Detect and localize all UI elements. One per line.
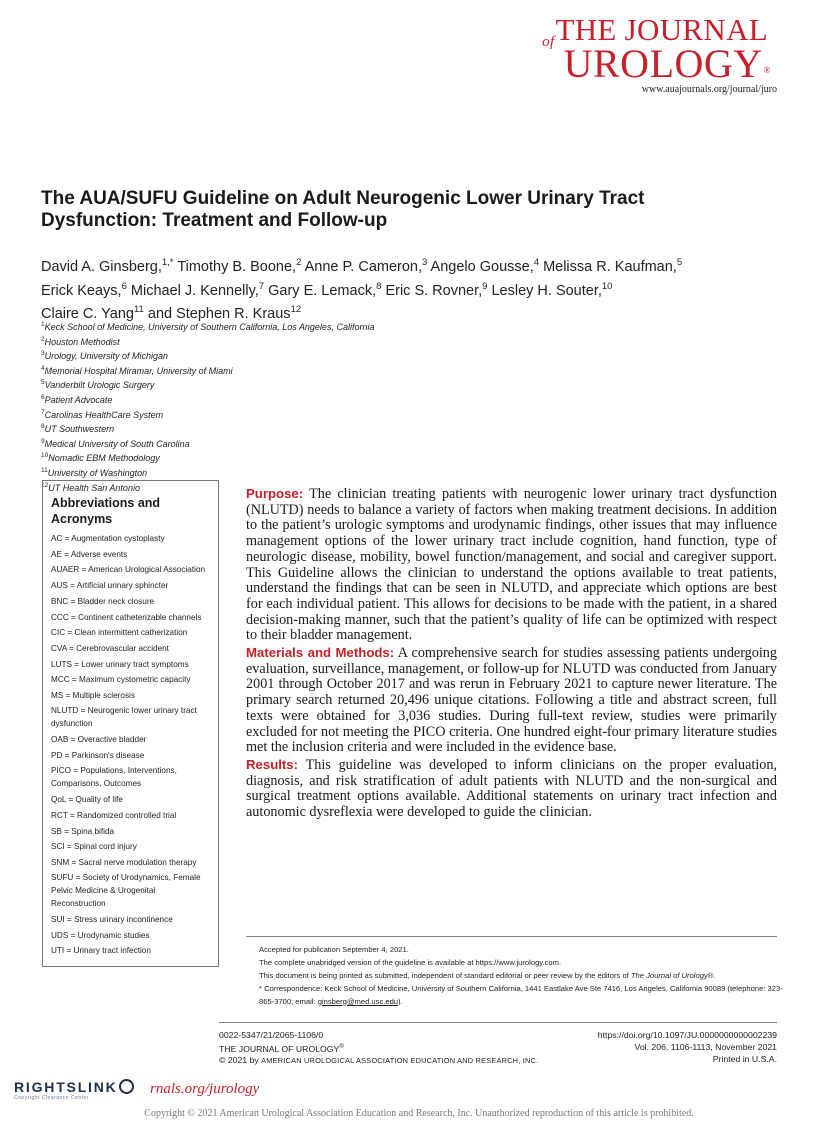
author: Lesley H. Souter,$^{10}$ [491, 280, 613, 299]
author: and Stephen R. Kraus$^{12}$ [147, 304, 302, 323]
affiliation: $^9$Medical University of South Carolina [41, 437, 190, 449]
author: Anne P. Cameron,$^3$ [304, 257, 428, 275]
journal-logo-main-text: UROLOGY [563, 41, 763, 86]
affiliation: $^3$Urology, University of Michigan [41, 350, 169, 362]
purpose-text: The clinician treating patients with neurogenic lower urinary tract dysfunction (NLUTD) needs to balance a variety of factors when making treatment decisions. In addition to the patient’s urologic symptoms and urodynamic findings, other issues that may influence management options of the lower urinary tract include cognition, hand function, type of neurologic disease, mobility, bowel function/management, and social and caregiver support. This Guideline allows the clinician to understand the options available to treat patients, understand the findings that can be seen in NLUTD, and appreciate which options are best for each individual patient. This allows for decisions to be made with the patient, in a shared decision-making manner, such that the patient’s quality of life can be optimized with respect to their bladder management. [246, 486, 777, 644]
journal-logo-main [563, 41, 771, 86]
journal-url[interactable]: www.auajournals.org/journal/juro [641, 84, 777, 95]
footnote-divider [246, 936, 777, 937]
article-title: The AUA/SUFU Guideline on Adult Neurogenic Lower Urinary Tract Dysfunction: Treatment and Follow-up [41, 188, 645, 231]
affiliation: $^{10}$Nomadic EBM Methodology [41, 452, 160, 464]
abbreviations-heading: Abbreviations and Acronyms [51, 496, 161, 526]
affiliation-list [41, 319, 541, 494]
footnote-complete-version: The complete unabridged version of the guideline is available at https://www.jurology.com. [259, 957, 562, 967]
publisher-copyright: © 2021 by AMERICAN UROLOGICAL ASSOCIATION EDUCATION AND RESEARCH, INC. [219, 1055, 539, 1066]
abbreviation-item: AUS = Artificial urinary sphincter [51, 581, 169, 591]
abbreviation-item: SB = Spina bifida [51, 826, 115, 836]
abstract-methods [246, 645, 777, 756]
abbreviation-item: AUAER = American Urological Association [51, 565, 206, 575]
journal-name: THE JOURNAL OF UROLOGY® [219, 1043, 344, 1054]
affiliation: $^{12}$UT Health San Antonio [41, 481, 140, 493]
abbreviation-item: SCI = Spinal cord injury [51, 842, 137, 852]
abbreviation-item: SNM = Sacral nerve modulation therapy [51, 858, 197, 868]
abbreviation-item: AE = Adverse events [51, 549, 128, 559]
abbreviation-item: NLUTD = Neurogenic lower urinary tract dysfunction [51, 705, 197, 729]
author: Eric S. Rovner,$^9$ [385, 280, 488, 299]
abbreviation-item: CCC = Continent catheterizable channels [51, 612, 202, 622]
author: Timothy B. Boone,$^2$ [177, 257, 302, 275]
author: Angelo Gousse,$^4$ [430, 257, 540, 275]
footnote-printed: This document is being printed as submitted, independent of standard editorial or peer review by the editors of The Journal of Urology®. [259, 970, 716, 980]
abbreviation-item: RCT = Randomized controlled trial [51, 811, 177, 821]
rightslink-circle-icon [119, 1079, 134, 1094]
rightslink-label: RIGHTSLINK [14, 1079, 118, 1095]
abstract-purpose [246, 486, 777, 644]
results-text: This guideline was developed to inform clinicians on the proper evaluation, diagnosis, and risk stratification of adult patients with NLUTD and the non-surgical and surgical treatment options available. Additional statements on urinary tract infection and autonomic dysreflexia were developed to guide the clinician. [246, 756, 777, 821]
journal-logo-reg: ® [763, 65, 771, 75]
publication-divider [219, 1022, 777, 1023]
journals-link[interactable]: rnals.org/jurology [150, 1081, 260, 1097]
footnote-accepted: Accepted for publication September 4, 2021. [259, 945, 409, 954]
footnotes [246, 944, 786, 1009]
abbreviation-item: CIC = Clean intermittent catherization [51, 628, 188, 638]
abbreviation-item: UDS = Urodynamic studies [51, 930, 150, 940]
abstract-results [246, 757, 777, 821]
affiliation: $^5$Vanderbilt Urologic Surgery [41, 379, 155, 391]
affiliation: $^2$Houston Methodist [41, 335, 120, 347]
issn: 0022-5347/21/2065-1106/0 [219, 1030, 324, 1040]
abbreviation-item: OAB = Overactive bladder [51, 735, 147, 745]
abbreviations-box [42, 480, 219, 967]
affiliation: $^6$Patient Advocate [41, 393, 113, 405]
correspondence-email-link[interactable]: ginsberg@med.usc.edu [317, 996, 399, 1006]
affiliation: $^8$UT Southwestern [41, 423, 115, 435]
printed-in: Printed in U.S.A. [712, 1053, 777, 1064]
methods-text: A comprehensive search for studies assessing patients undergoing evaluation, surveillance, management, or follow-up for NLUTD was conducted from January 2001 through October 2017 and was rerun in February 2021 to capture newer literature. The primary search returned 20,496 unique citations. Following a title and abstract screen, full texts were obtained for 3,036 studies. During full-text review, studies were primarily excluded for not meeting the PICO criteria. One hundred eight-four primary literature studies met the inclusion criteria and were included in the evidence base. [246, 645, 777, 756]
abbreviation-item: AC = Augmentation cystoplasty [51, 534, 165, 543]
affiliation: $^7$Carolinas HealthCare System [41, 408, 164, 420]
journal-logo-top-text: THE JOURNAL [555, 12, 768, 47]
abbreviation-item: CVA = Cerebrovascular accident [51, 643, 169, 653]
rightslink-logo[interactable] [14, 1079, 134, 1095]
author: Michael J. Kennelly,$^7$ [130, 280, 265, 299]
affiliation: $^1$Keck School of Medicine, University of Southern California, Los Angeles, California [41, 321, 375, 332]
abstract [246, 486, 777, 822]
abbreviation-item: LUTS = Lower urinary tract symptoms [51, 659, 189, 669]
affiliation: $^4$Memorial Hospital Miramar, University of Miami [41, 364, 233, 376]
author: Erick Keays,$^6$ [41, 280, 127, 299]
results-label: Results: [246, 756, 299, 772]
volume-info: Vol. 206, 1106-1113, November 2021 [634, 1041, 777, 1052]
publication-info-right [598, 1030, 777, 1065]
doi-link[interactable]: https://doi.org/10.1097/JU.0000000000002239 [597, 1030, 777, 1040]
journal-logo-of: of [542, 34, 555, 50]
author: Gary E. Lemack,$^8$ [268, 280, 382, 299]
affiliation: $^{11}$University of Washington [41, 466, 148, 478]
author-list [41, 253, 801, 324]
author: David A. Ginsberg,$^{1,*}$ [41, 257, 174, 275]
abbreviation-item: PICO = Populations, Interventions, Comparisons, Outcomes [51, 765, 177, 789]
abbreviation-item: MCC = Maximum cystometric capacity [51, 675, 191, 685]
rightslink-subtitle: Copyright Clearance Center [14, 1095, 89, 1101]
author: Melissa R. Kaufman,$^5$ [543, 257, 683, 275]
footnote-correspondence: * Correspondence: Keck School of Medicine, University of Southern California, 1441 Eastlake Ave Ste 7416, Los Angeles, California 90089 (telephone: 323-865-3700; email: ginsberg@med.usc.edu). [259, 983, 783, 1006]
purpose-label: Purpose: [246, 486, 304, 501]
abbreviation-item: PD = Parkinson's disease [51, 751, 145, 761]
publication-info-left [219, 1030, 538, 1067]
abbreviation-item: MS = Multiple sclerosis [51, 691, 135, 701]
methods-label: Materials and Methods: [246, 645, 395, 661]
abbreviation-item: QoL = Quality of life [51, 795, 123, 805]
abbreviation-item: BNC = Bladder neck closure [51, 596, 155, 606]
copyright-notice: Copyright © 2021 American Urological Association Education and Research, Inc. Unauthorized reproduction of this article is prohibited. [144, 1108, 694, 1119]
author: Claire C. Yang$^{11}$ [41, 304, 144, 323]
abbreviation-item: SUFU = Society of Urodynamics, Female Pelvic Medicine & Urogenital Reconstruction [51, 872, 201, 908]
abbreviation-item: SUI = Stress urinary incontinence [51, 914, 173, 924]
abbreviation-item: UTI = Urinary tract infection [51, 946, 151, 956]
